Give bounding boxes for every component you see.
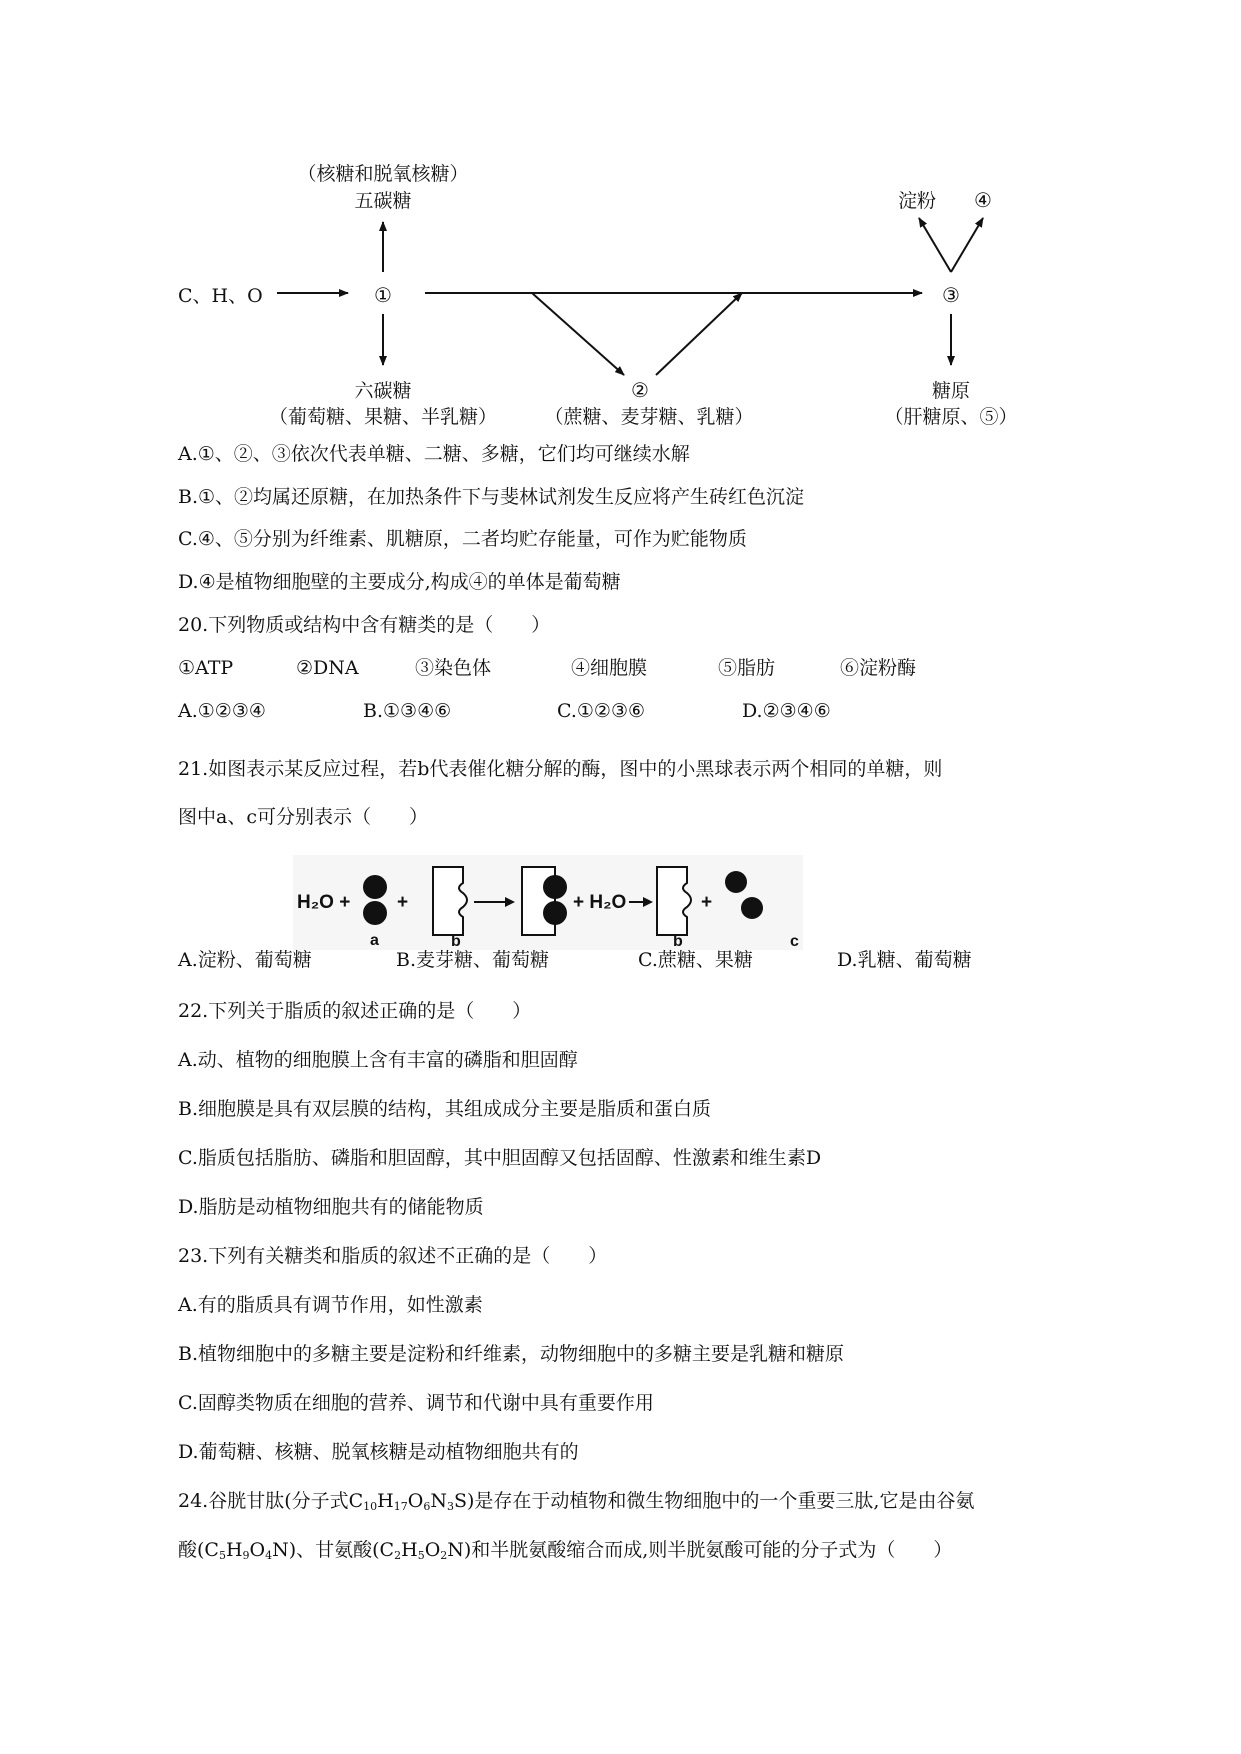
- pentose-label: 五碳糖: [354, 190, 412, 212]
- q23-option-b: B.植物细胞中的多糖主要是淀粉和纤维素，动物细胞中的多糖主要是乳糖和糖原: [178, 1343, 845, 1365]
- q22-option-b: B.细胞膜是具有双层膜的结构，其组成成分主要是脂质和蛋白质: [178, 1098, 712, 1120]
- node-1: ①: [374, 283, 392, 307]
- enzyme-reaction-figure: [293, 855, 803, 950]
- fig-label-c: c: [790, 933, 799, 950]
- q24-glu-o: 4: [265, 1549, 273, 1562]
- q20-item-5: ⑤脂肪: [718, 657, 776, 679]
- q22-option-a: A.动、植物的细胞膜上含有丰富的磷脂和胆固醇: [178, 1049, 578, 1071]
- product-c-2: [741, 897, 763, 919]
- q20-item-2: ②DNA: [296, 657, 359, 679]
- q21-stem-line1: 21.如图表示某反应过程，若b代表催化糖分解的酶，图中的小黑球表示两个相同的单糖，则: [178, 758, 943, 780]
- hexose-label: 六碳糖: [354, 380, 412, 402]
- q20-items: [178, 655, 1178, 681]
- reaction-arrowhead-1: [505, 897, 515, 907]
- q24-sub-n: 3: [446, 1500, 454, 1513]
- molecule-a-bottom: [363, 901, 387, 925]
- product-c-1: [725, 871, 747, 893]
- hexose-note: （葡萄糖、果糖、半乳糖）: [268, 406, 498, 428]
- enzyme-b-1: [433, 867, 467, 935]
- q19-option-c: C.④、⑤分别为纤维素、肌糖原，二者均贮存能量，可作为贮能物质: [178, 528, 747, 550]
- q23-option-c: C.固醇类物质在细胞的营养、调节和代谢中具有重要作用: [178, 1392, 654, 1414]
- q23-option-d: D.葡萄糖、核糖、脱氧核糖是动植物细胞共有的: [178, 1441, 579, 1463]
- node-2: ②: [631, 378, 649, 402]
- glycogen-label: 糖原: [931, 380, 971, 402]
- q24-sub-o: 6: [423, 1500, 431, 1513]
- q20-item-1: ①ATP: [178, 657, 234, 679]
- q22-option-d: D.脂肪是动植物细胞共有的储能物质: [178, 1196, 484, 1218]
- q21-option-a: A.淀粉、葡萄糖: [178, 949, 312, 971]
- fig-label-a: a: [370, 932, 379, 949]
- glycogen-note: （肝糖原、⑤）: [884, 406, 1018, 428]
- q19-option-a: A.①、②、③依次代表单糖、二糖、多糖，它们均可继续水解: [178, 443, 690, 465]
- fig-plus-3: +: [701, 892, 713, 913]
- q20-item-3: ③染色体: [415, 657, 492, 679]
- q20-stem: 20.下列物质或结构中含有糖类的是（ ）: [178, 614, 551, 636]
- pentose-note: （核糖和脱氧核糖）: [297, 163, 469, 185]
- fig-label-b1: b: [451, 933, 461, 950]
- q20-option-a: A.①②③④: [178, 700, 266, 722]
- q24-text-1a: 24.谷胱甘肽(分子式C: [178, 1490, 364, 1512]
- disaccharide-note: （蔗糖、麦芽糖、乳糖）: [544, 406, 754, 428]
- starch-label: 淀粉: [897, 190, 937, 212]
- q24-gly-c: 2: [394, 1549, 402, 1562]
- q24-line1: 24.谷胱甘肽(分子式$C_{10}H_{17}O_6N_3S$)是存在于动植物和微生物细胞中的一个重要三肽,它是由谷氨: [178, 1490, 975, 1513]
- q24-text-1b: )是存在于动植物和微生物细胞中的一个重要三肽,它是由谷氨: [466, 1490, 975, 1512]
- q21-stem-line2: 图中a、c可分别表示（ ）: [178, 806, 428, 828]
- molecule-a-top: [363, 875, 387, 899]
- q22-stem: 22.下列关于脂质的叙述正确的是（ ）: [178, 1000, 532, 1022]
- node-4: ④: [974, 188, 992, 212]
- q21-options: [178, 947, 1178, 973]
- q24-glu-h: 9: [242, 1549, 250, 1562]
- complex-ball-bottom: [543, 901, 567, 925]
- q24-text-2b: )、甘氨酸(C: [288, 1539, 395, 1561]
- enzyme-b-2: [657, 867, 691, 935]
- node-3: ③: [942, 283, 960, 307]
- q19-option-d: D.④是植物细胞壁的主要成分,构成④的单体是葡萄糖: [178, 571, 621, 593]
- q20-option-d: D.②③④⑥: [742, 700, 831, 722]
- q24-sub-c: 10: [363, 1500, 378, 1513]
- q20-item-4: ④细胞膜: [571, 657, 648, 679]
- fig-water-1: H₂O +: [297, 892, 351, 913]
- elements-label: C、H、O: [178, 285, 263, 307]
- reaction-arrowhead-2: [643, 897, 653, 907]
- q20-option-b: B.①③④⑥: [363, 700, 452, 722]
- q22-option-c: C.脂质包括脂肪、磷脂和胆固醇，其中胆固醇又包括固醇、性激素和维生素D: [178, 1147, 822, 1169]
- fig-plus-1: +: [397, 892, 409, 913]
- q24-gly-h: 5: [417, 1549, 425, 1562]
- q21-option-c: C.蔗糖、果糖: [638, 949, 753, 971]
- q19-option-b: B.①、②均属还原糖，在加热条件下与斐林试剂发生反应将产生砖红色沉淀: [178, 486, 805, 508]
- fig-plus-water: + H₂O: [573, 892, 627, 913]
- q24-text-2a: 酸(C: [178, 1539, 219, 1561]
- q24-glu-c: 5: [218, 1549, 226, 1562]
- q21-option-d: D.乳糖、葡萄糖: [837, 949, 972, 971]
- q20-options: [178, 698, 1178, 724]
- q24-sub-h: 17: [393, 1500, 408, 1513]
- sugar-classification-diagram: [0, 0, 1241, 440]
- q24-gly-o: 2: [440, 1549, 448, 1562]
- q21-option-b: B.麦芽糖、葡萄糖: [396, 949, 550, 971]
- q20-item-6: ⑥淀粉酶: [840, 657, 917, 679]
- q23-option-a: A.有的脂质具有调节作用，如性激素: [178, 1294, 483, 1316]
- q24-line2: 酸$(C_5H_9O_4N)$、甘氨酸$(C_2H_5O_2N)$和半胱氨酸缩合而成,则半胱氨酸可能的分子式为（ ）: [178, 1539, 953, 1562]
- fig-label-b2: b: [673, 933, 683, 950]
- q20-option-c: C.①②③⑥: [557, 700, 646, 722]
- complex-ball-top: [543, 875, 567, 899]
- q23-stem: 23.下列有关糖类和脂质的叙述不正确的是（ ）: [178, 1245, 608, 1267]
- q24-text-2c: )和半胱氨酸缩合而成,则半胱氨酸可能的分子式为（ ）: [463, 1539, 953, 1561]
